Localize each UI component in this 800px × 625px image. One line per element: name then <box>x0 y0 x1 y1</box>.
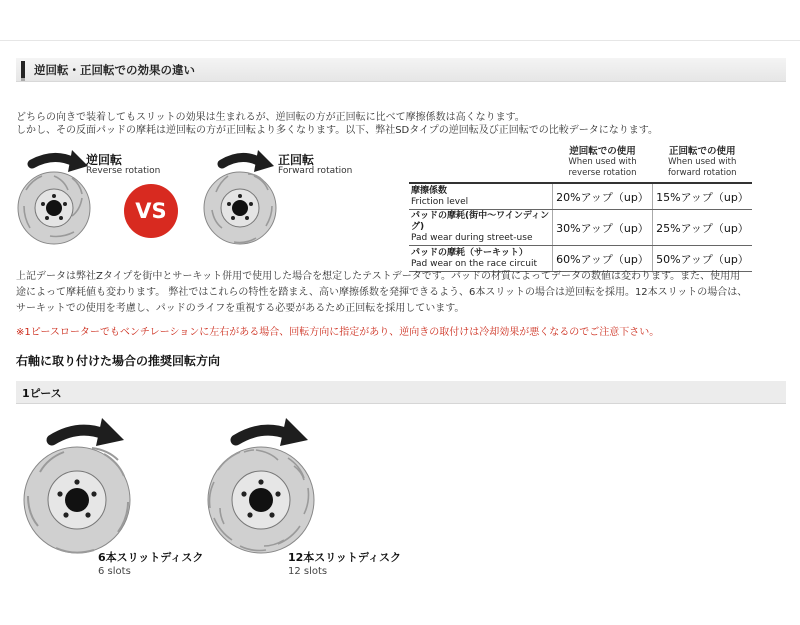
row-label-jp: パッドの摩耗（サーキット） <box>411 247 528 258</box>
forward-rotation-label-en: Forward rotation <box>278 166 353 176</box>
reverse-rotation-label: 逆回転 <box>86 153 123 167</box>
six-slot-disc-icon <box>12 414 142 554</box>
section-header <box>16 58 786 82</box>
header-reverse-en2: reverse rotation <box>568 168 637 178</box>
forward-rotation-disc-icon <box>198 148 282 248</box>
vs-badge <box>123 183 179 239</box>
forward-value: 25%アップ（up） <box>653 210 753 246</box>
header-forward-en2: forward rotation <box>667 168 737 178</box>
row-label <box>409 183 553 210</box>
row-label-jp: 摩擦係数 <box>411 185 448 196</box>
table-header-forward <box>653 146 753 183</box>
forward-rotation-label: 正回転 <box>278 153 315 167</box>
table-row <box>409 246 752 272</box>
paragraph-line-2: 途によって摩耗値も変わります。 弊社ではこれらの特性を踏まえ、高い摩擦係数を発揮できるよう、6本スリットの場合は逆回転を採用。12本スリットの場合は、 <box>16 287 748 298</box>
six-slot-disc-caption-en: 6 slots <box>98 566 131 577</box>
piece-header <box>16 381 786 404</box>
table-header-reverse <box>553 146 653 183</box>
row-label <box>409 246 553 272</box>
reverse-value: 30%アップ（up） <box>553 210 653 246</box>
top-divider <box>0 40 800 41</box>
header-reverse-en1: When used with <box>568 157 637 167</box>
paragraph-line-1: 上記データは弊社Zタイプを街中とサーキット併用で使用した場合を想定したテストデータです。パッドの材質によってデータの数値は変わります。また、使用用 <box>16 271 741 282</box>
explanation-paragraph <box>16 269 786 317</box>
row-label-en: Pad wear during street-use <box>411 233 533 243</box>
section-title: 逆回転・正回転での効果の違い <box>34 63 195 77</box>
forward-value: 15%アップ（up） <box>653 183 753 210</box>
twelve-slot-disc-caption: 12本スリットディスク <box>288 551 401 564</box>
header-forward-jp: 正回転での使用 <box>668 146 736 157</box>
intro-text <box>16 111 786 137</box>
caution-note: ※1ピースローターでもベンチレーションに左右がある場合、回転方向に指定があり、逆向きの取付けは冷却効果が悪くなるのでご注意下さい。 <box>16 327 660 338</box>
reverse-value: 60%アップ（up） <box>553 246 653 272</box>
header-reverse-jp: 逆回転での使用 <box>569 146 636 157</box>
table-row <box>409 183 752 210</box>
reverse-rotation-disc-icon <box>12 148 96 248</box>
section-marker-icon <box>21 61 25 78</box>
twelve-slot-disc-icon <box>196 414 326 554</box>
table-row <box>409 210 752 246</box>
header-forward-en1: When used with <box>668 157 737 167</box>
six-slot-disc-caption: 6本スリットディスク <box>98 551 204 564</box>
reverse-rotation-label-en: Reverse rotation <box>86 166 161 176</box>
table-header-blank <box>409 146 553 183</box>
intro-line-2: しかし、その反面パッドの摩耗は逆回転の方が正回転より多くなります。以下、弊社SDタイプの逆回転及び正回転での比較データになります。 <box>16 125 658 136</box>
reverse-value: 20%アップ（up） <box>553 183 653 210</box>
comparison-table <box>409 146 752 272</box>
row-label-jp: パッドの摩耗(街中～ワインディング) <box>411 211 550 232</box>
row-label-en: Pad wear on the race circuit <box>411 258 537 269</box>
intro-line-1: どちらの向きで装着してもスリットの効果は生まれるが、逆回転の方が正回転に比べて摩擦係数は高くなります。 <box>16 112 525 123</box>
vs-text: VS <box>135 199 167 223</box>
table-header-row <box>409 146 752 183</box>
paragraph-line-3: サーキットでの使用を考慮し、パッドのライフを重視する必要があるため正回転を採用しています。 <box>16 303 465 314</box>
piece-label: 1ピース <box>22 387 62 400</box>
row-label-en: Friction level <box>411 196 469 207</box>
recommend-heading: 右軸に取り付けた場合の推奨回転方向 <box>16 354 221 368</box>
forward-value: 50%アップ（up） <box>653 246 753 272</box>
row-label <box>409 210 553 246</box>
twelve-slot-disc-caption-en: 12 slots <box>288 566 328 577</box>
